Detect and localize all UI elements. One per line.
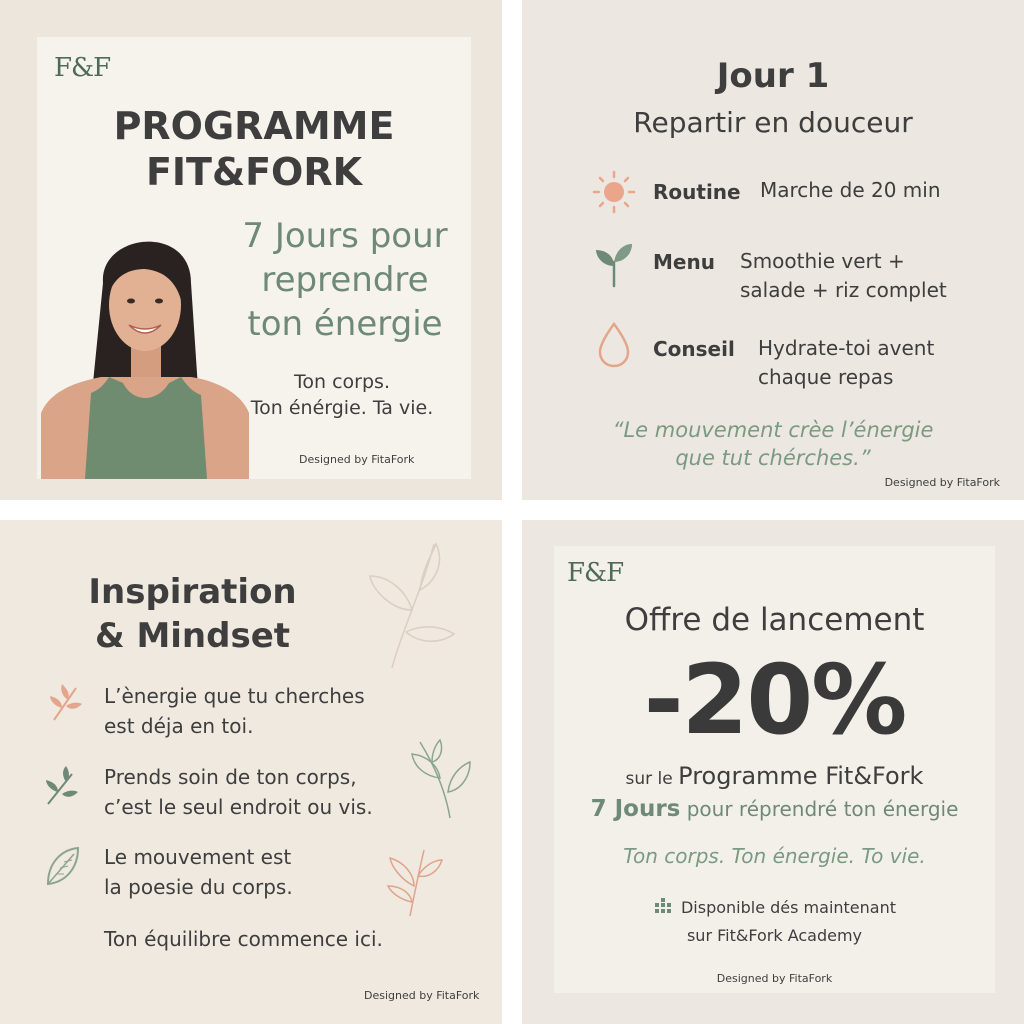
menu-value-line1: Smoothie vert + xyxy=(740,249,905,273)
availability-text1: Disponible dés maintenant xyxy=(680,898,897,917)
inspiration-title-line2: & Mindset xyxy=(94,616,291,656)
item1-line1: L’ènergie que tu cherches xyxy=(104,684,365,708)
decorative-leaves-icon xyxy=(384,846,444,918)
inspiration-title-line1: Inspiration xyxy=(88,572,297,612)
item2-line1: Prends soin de ton corps, xyxy=(104,765,357,789)
day-subtitle: Repartir en douceur xyxy=(633,106,913,139)
row-label-menu: Menu xyxy=(653,250,715,274)
offer-card xyxy=(554,546,995,993)
menu-value-line2: salade + riz complet xyxy=(740,278,947,302)
cover-card xyxy=(37,37,471,479)
headline-line3: ton énergie xyxy=(247,304,443,344)
offer-duration-line xyxy=(554,796,995,822)
woman-portrait-image xyxy=(41,213,249,479)
day-title: Jour 1 xyxy=(716,56,830,96)
availability-info xyxy=(554,894,995,950)
program-title-line1: PROGRAMME xyxy=(113,104,395,148)
conseil-value-line1: Hydrate-toi avent xyxy=(758,336,935,360)
program-cover-panel xyxy=(0,0,502,500)
quote-line1: “Le mouvement crèe l’énergie xyxy=(612,418,934,442)
program-tagline xyxy=(237,369,447,421)
brand-logo: F&F xyxy=(54,53,111,83)
item3-line2: la poesie du corps. xyxy=(104,875,293,899)
offer-duration-suffix: pour réprendré ton énergie xyxy=(680,797,959,821)
inspiration-title xyxy=(0,570,385,658)
offer-duration: 7 Jours xyxy=(590,796,681,822)
availability-line2: sur Fit&Fork Academy xyxy=(686,926,863,945)
inspiration-closing: Ton équilibre commence ici. xyxy=(104,927,383,951)
availability-line1 xyxy=(554,894,995,922)
conseil-value-line2: chaque repas xyxy=(758,365,894,389)
row-value-menu xyxy=(740,247,947,305)
headline-line1: 7 Jours pour xyxy=(242,216,448,256)
row-label-conseil: Conseil xyxy=(653,337,735,361)
program-title-line2: FIT&FORK xyxy=(145,150,363,194)
tagline-line2: Ton énérgie. Ta vie. xyxy=(250,397,434,419)
inspiration-item-3 xyxy=(104,842,293,902)
launch-offer-panel xyxy=(522,520,1024,1024)
offer-program-name: Programme Fit&Fork xyxy=(678,762,924,790)
offer-prefix: sur le xyxy=(625,769,679,789)
discount-value: -20% xyxy=(643,644,906,756)
offer-slogan: Ton corps. Ton énergie. To vie. xyxy=(623,844,926,868)
tagline-line1: Ton corps. xyxy=(294,371,390,393)
decorative-leaves-icon xyxy=(410,738,472,820)
day-one-panel xyxy=(522,0,1024,500)
leaf-branch-icon xyxy=(46,682,84,722)
drop-icon xyxy=(592,320,636,368)
designer-credit: Designed by FitaFork xyxy=(716,972,833,985)
inspiration-panel xyxy=(0,520,502,1024)
sun-icon xyxy=(592,168,636,216)
item1-line2: est déja en toi. xyxy=(104,714,254,738)
designer-credit: Designed by FitaFork xyxy=(884,476,1000,489)
designer-credit: Designed by FitaFork xyxy=(364,989,480,1002)
headline-line2: reprendre xyxy=(261,260,429,300)
inspiration-item-2 xyxy=(104,762,373,822)
leaf-icon xyxy=(44,846,82,886)
leaf-branch-icon xyxy=(44,766,82,806)
item2-line2: c’est le seul endroit ou vis. xyxy=(104,795,373,819)
sprout-icon xyxy=(592,240,636,288)
motivation-quote xyxy=(522,416,1024,472)
brand-logo: F&F xyxy=(567,558,624,588)
item3-line1: Le mouvement est xyxy=(104,845,292,869)
row-label-routine: Routine xyxy=(653,180,741,204)
designer-credit: Designed by FitaFork xyxy=(299,453,415,466)
offer-program-line xyxy=(554,762,995,790)
inspiration-item-1 xyxy=(104,681,365,741)
routine-value-line1: Marche de 20 min xyxy=(760,178,941,202)
offer-title: Offre de lancement xyxy=(624,602,925,638)
row-value-conseil xyxy=(758,334,934,392)
grid-icon xyxy=(653,898,673,916)
program-headline xyxy=(225,214,465,346)
quote-line2: que tut chérches.” xyxy=(675,446,871,470)
row-value-routine xyxy=(760,176,941,205)
